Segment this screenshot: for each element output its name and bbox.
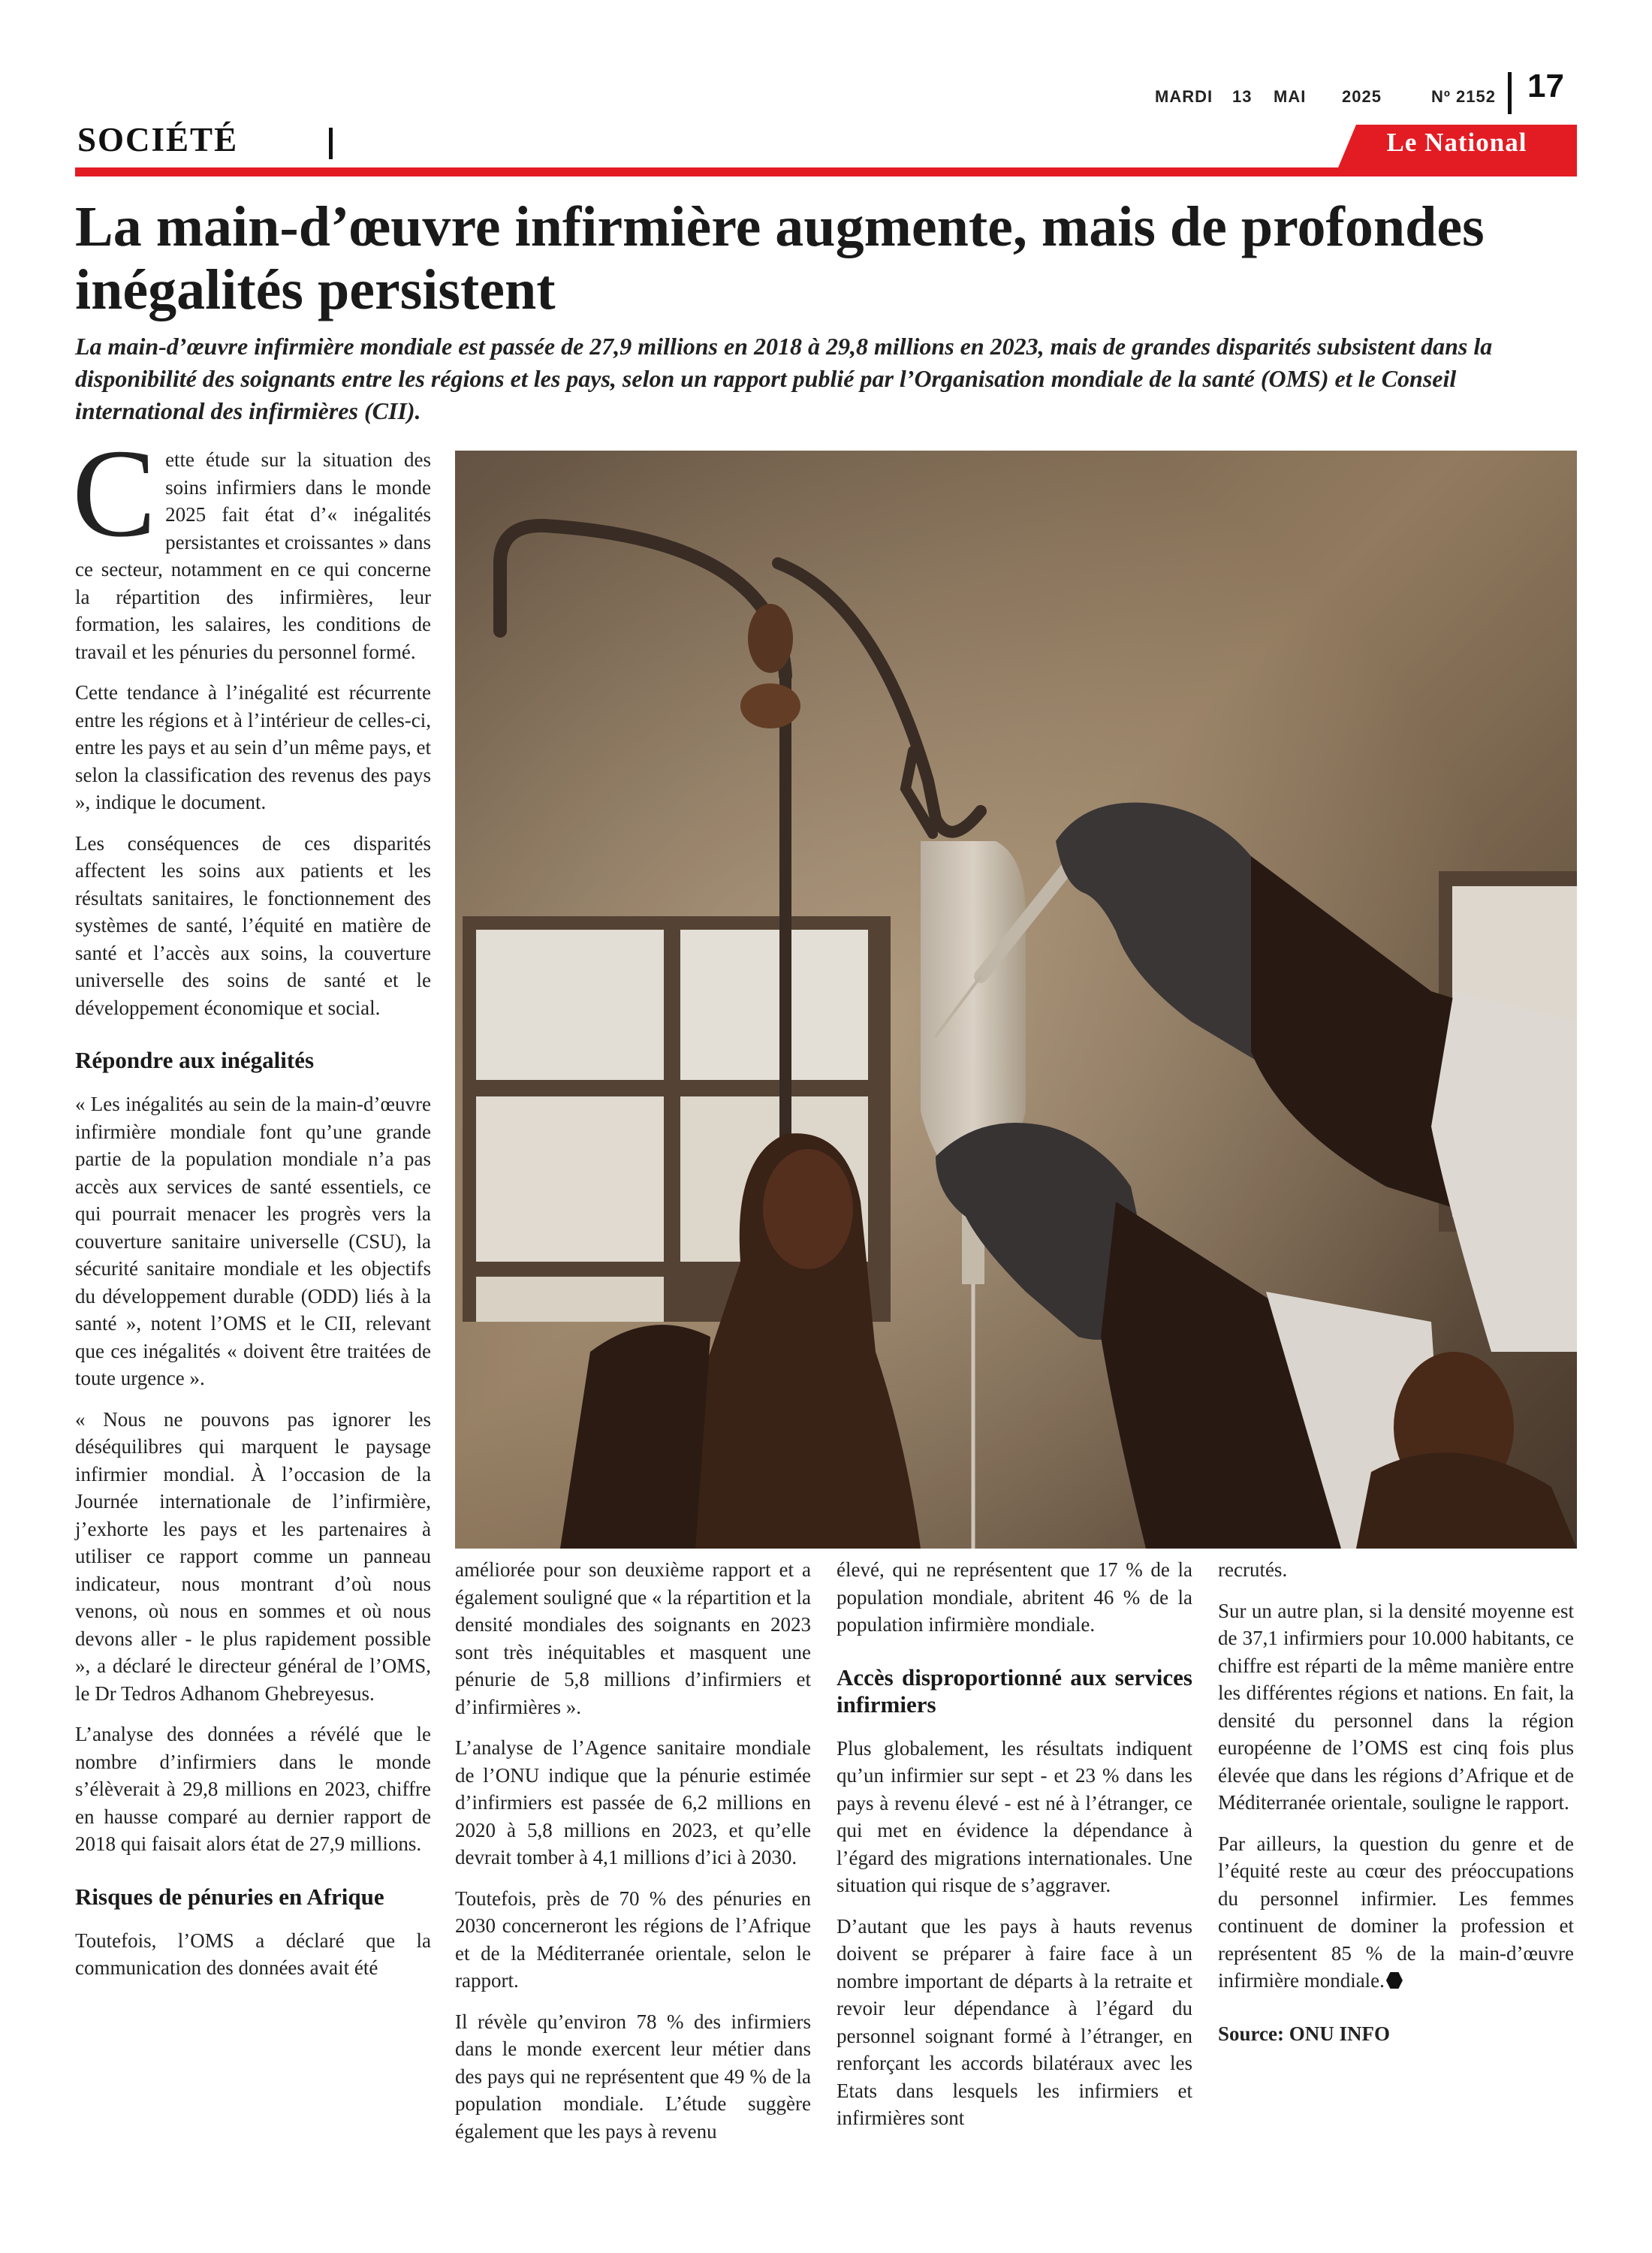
- paragraph-13: Plus globalement, les résultats indiquent qu’un infirmier sur sept - et 23 % dans les pays à revenu élevé - est né à l’étranger, ce qui met en évidence la dépendance à l’égard des migrations internationales. Une situation qui risque de s’aggraver.: [837, 1736, 1192, 1896]
- header-date: 13: [1232, 87, 1253, 106]
- subheading-2: Risques de pénuries en Afrique: [75, 1883, 384, 1910]
- paragraph-6: L’analyse des données a révélé que le nombre d’infirmiers dans le monde s’élèverait à 29,8 millions en 2023, chiffre en hausse comparé au dernier rapport de 2018 qui faisait alors état de 27,9 millions.: [75, 1723, 431, 1855]
- source-credit: Source: ONU INFO: [1218, 2022, 1390, 2045]
- header-day: MARDI: [1155, 87, 1213, 106]
- subheading-3: Accès disproportionné aux services infirmiers: [837, 1663, 1192, 1718]
- paragraph-16: Sur un autre plan, si la densité moyenne est de 37,1 infirmiers pour 10.000 habitants, ce chiffre est réparti de la même manière entre les différentes régions et nations. En fait, la densité du personnel dans la région européenne de l’OMS est cinq fois plus élevée que dans les régions d’Afrique et de Méditerranée orientale, souligne le rapport.: [1218, 1599, 1574, 1814]
- paragraph-2: Cette tendance à l’inégalité est récurrente entre les régions et à l’intérieur de celles-ci, entre les pays et au sein d’un même pays, et selon la classification des revenus des pays », indique le document.: [75, 681, 431, 813]
- paragraph-7: Toutefois, l’OMS a déclaré que la communication des données avait été: [75, 1929, 431, 1979]
- paragraph-1-text: ette étude sur la situation des soins infirmiers dans le monde 2025 fait état d’« inégalités persistantes et croissantes » dans ce secteur, notamment en ce qui concerne la répartition des infirmières, leur formation, les salaires, les conditions de travail et les pénuries du personnel formé.: [75, 448, 431, 663]
- paragraph-11: Il révèle qu’environ 78 % des infirmiers dans le monde exercent leur métier dans des pays qui ne représentent que 49 % de la population mondiale. L’étude suggère également que les pays à revenu: [455, 2010, 811, 2143]
- page-number: 17: [1527, 68, 1564, 104]
- paragraph-12: élevé, qui ne représentent que 17 % de la population mondiale, abritent 46 % de la population infirmière mondiale.: [837, 1558, 1192, 1636]
- brand-name: Le National: [1386, 128, 1527, 157]
- paragraph-4: « Les inégalités au sein de la main-d’œuvre infirmière mondiale font qu’une grande partie de la population mondiale n’a pas accès aux services de santé essentiels, ce qui pourrait menacer les progrès vers la couverture sanitaire universelle (CSU), la sécurité sanitaire mondiale et les objectifs du développement durable (ODD) liés à la santé », notent l’OMS et le CII, relevant que ces inégalités « doivent être traitées de toute urgence ».: [75, 1093, 431, 1389]
- iv-drip-photo: [455, 451, 1577, 1549]
- title-line-1: La main-d’œuvre infirmière augmente, mais de profondes: [75, 195, 1485, 258]
- paragraph-17-text: Par ailleurs, la question du genre et de l’équité reste au cœur des préoccupations du personnel infirmier. Les femmes continuent de dominer la profession et représentent 85 % de la main-d’œuvre infirmière mondiale.: [1218, 1832, 1574, 1992]
- column-1: [72, 424, 431, 1995]
- paragraph-1: [72, 424, 431, 665]
- header-year: 2025: [1342, 87, 1382, 106]
- article-title: [75, 195, 1577, 321]
- header-month: MAI: [1274, 87, 1307, 106]
- paragraph-17: [1218, 1830, 1574, 1995]
- end-of-article-icon: [1386, 1972, 1403, 1989]
- article-lead: La main-d’œuvre infirmière mondiale est passée de 27,9 millions en 2018 à 29,8 millions en 2023, mais de grandes disparités subsistent dans la disponibilité des soignants entre les régions et les pays, selon un rapport publié par l’Organisation mondiale de la santé (OMS) et le Conseil international des infirmières (CII).: [75, 333, 1493, 424]
- column-2: [455, 1556, 811, 2158]
- paragraph-14: D’autant que les pays à hauts revenus doivent se préparer à faire face à un nombre important de départs à la retraite et revoir leur dépendance à l’égard du personnel soignant formé à l’étranger, en renforçant les accords bilatéraux avec les Etats dans lesquels les infirmiers et infirmières sont: [837, 1914, 1192, 2129]
- drop-cap: C: [72, 424, 157, 563]
- paragraph-9: L’analyse de l’Agence sanitaire mondiale de l’ONU indique que la pénurie estimée d’infirmiers est passée de 6,2 millions en 2020 à 5,8 millions en 2023, et qu’elle devrait tomber à 4,1 millions d’ici à 2030.: [455, 1736, 811, 1868]
- title-line-2: inégalités persistent: [75, 258, 556, 321]
- article-photo: [455, 451, 1577, 1549]
- section-divider: [329, 128, 333, 159]
- page-number-divider: [1508, 72, 1512, 114]
- paragraph-8: améliorée pour son deuxième rapport et a également souligné que « la répartition et la densité mondiales des soignants en 2023 sont très inéquitables et masquent une pénurie de 5,8 millions d’infirmiers et d’infirmières ».: [455, 1558, 811, 1718]
- column-3: [837, 1556, 1192, 2146]
- column-4: [1218, 1556, 1574, 2061]
- section-label: SOCIÉTÉ: [77, 121, 239, 158]
- page-header-meta: [0, 74, 1652, 104]
- header-issue: Nº 2152: [1431, 87, 1496, 106]
- paragraph-3: Les conséquences de ces disparités affectent les soins aux patients et les résultats sanitaires, le fonctionnement des systèmes de santé, l’équité en matière de santé et l’accès aux soins, la couverture universelle des soins de santé et le développement économique et social.: [75, 831, 431, 1019]
- subheading-1: Répondre aux inégalités: [75, 1047, 315, 1073]
- paragraph-15: recrutés.: [1218, 1558, 1288, 1581]
- paragraph-5: « Nous ne pouvons pas ignorer les déséquilibres qui marquent le paysage infirmier mondial. À l’occasion de la Journée internationale de l’infirmière, j’exhorte les pays et les partenaires à utiliser ce rapport comme un panneau indicateur, nous montrant d’où nous venons, où nous en sommes et où nous devons aller - le plus rapidement possible », a déclaré le directeur général de l’OMS, le Dr Tedros Adhanom Ghebreyesus.: [75, 1407, 431, 1705]
- paragraph-10: Toutefois, près de 70 % des pénuries en 2030 concerneront les régions de l’Afrique et de la Méditerranée orientale, selon le rapport.: [455, 1887, 811, 1992]
